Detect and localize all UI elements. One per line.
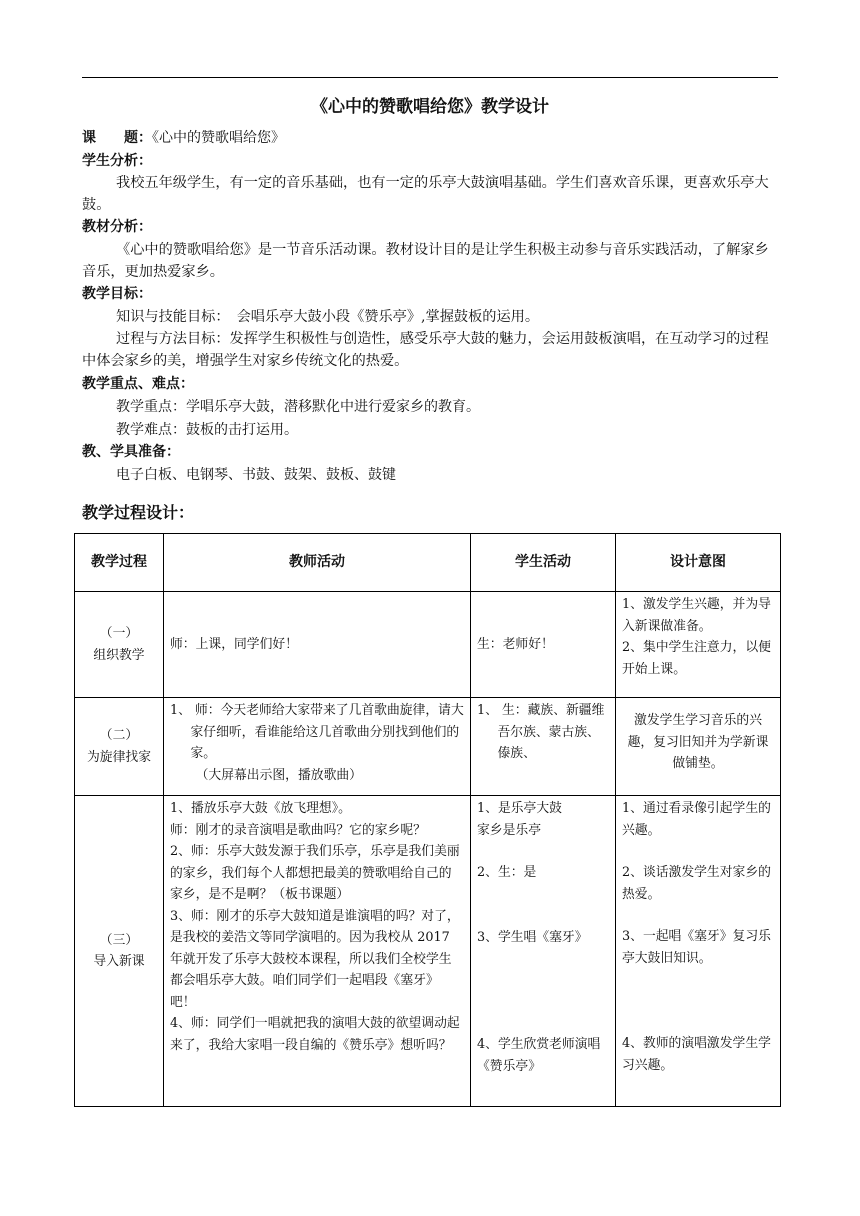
stage-cell bbox=[75, 592, 164, 698]
intent-cell bbox=[616, 796, 781, 1107]
difficult-point-text: 教学难点：鼓板的击打运用。 bbox=[116, 422, 298, 438]
teacher-text: 师：刚才的录音演唱是歌曲吗？它的家乡呢？ bbox=[170, 822, 426, 838]
stage-name: 导入新课 bbox=[93, 954, 145, 969]
header-student: 学生活动 bbox=[471, 534, 616, 592]
teacher-text: 师：上课，同学们好！ bbox=[170, 636, 298, 652]
teacher-cell bbox=[164, 698, 471, 796]
teacher-text: 4、师：同学们一唱就把我的演唱大鼓的欲望调动起来了，我给大家唱一段自编的《赞乐亭》想听吗？ bbox=[170, 1016, 460, 1053]
tools-heading: 教、学具准备： bbox=[82, 444, 180, 460]
table-header-row bbox=[75, 534, 781, 592]
stage-name: 为旋律找家 bbox=[87, 749, 151, 765]
student-text: 3、学生唱《塞牙》 bbox=[477, 929, 588, 945]
header-teacher: 教师活动 bbox=[164, 534, 471, 592]
topic-label: 课 题： bbox=[82, 130, 152, 146]
intent-text: 2、集中学生注意力，以便开始上课。 bbox=[622, 640, 771, 677]
teacher-text: 1、 师：今天老师给大家带来了几首歌曲旋律，请大家仔细听，看谁能给这几首歌曲分别找到他们的家。 bbox=[170, 703, 464, 761]
objective-knowledge: 知识与技能目标： 会唱乐亭大鼓小段《赞乐亭》,掌握鼓板的运用。 bbox=[116, 309, 540, 325]
document-title: 《心中的赞歌唱给您》教学设计 bbox=[311, 97, 549, 117]
student-cell bbox=[471, 592, 616, 698]
stage-cell bbox=[75, 796, 164, 1107]
student-cell bbox=[471, 796, 616, 1107]
header-rule bbox=[82, 77, 778, 78]
student-text: 2、生：是 bbox=[477, 865, 537, 880]
stage-number: （三） bbox=[99, 932, 139, 948]
student-analysis-text: 我校五年级学生，有一定的音乐基础，也有一定的乐亭大鼓演唱基础。学生们喜欢音乐课，更喜欢乐亭大鼓。 bbox=[82, 175, 769, 213]
process-heading: 教学过程设计： bbox=[82, 503, 195, 522]
student-analysis-heading: 学生分析： bbox=[82, 153, 152, 169]
teacher-cell bbox=[164, 592, 471, 698]
intent-text: 3、一起唱《塞牙》复习乐亭大鼓旧知识。 bbox=[622, 929, 771, 966]
student-text: 4、学生欣赏老师演唱《赞乐亭》 bbox=[477, 1037, 601, 1074]
student-cell bbox=[471, 698, 616, 796]
header-intent: 设计意图 bbox=[616, 534, 781, 592]
intent-cell bbox=[616, 698, 781, 796]
teacher-text: （大屏幕出示图，播放歌曲） bbox=[195, 767, 362, 783]
table-row bbox=[75, 796, 781, 1107]
tools-text: 电子白板、电钢琴、书鼓、鼓架、鼓板、鼓键 bbox=[116, 467, 396, 483]
key-points-heading: 教学重点、难点： bbox=[82, 376, 194, 392]
intent-text: 1、通过看录像引起学生的兴趣。 bbox=[622, 801, 771, 838]
objective-process: 过程与方法目标：发挥学生积极性与创造性，感受乐亭大鼓的魅力，会运用鼓板演唱，在互动学习的过程中体会家乡的美，增强学生对家乡传统文化的热爱。 bbox=[82, 331, 769, 369]
intent-text: 激发学生学习音乐的兴趣，复习旧知并为学新课做铺垫。 bbox=[627, 713, 769, 771]
intent-text: 2、谈话激发学生对家乡的热爱。 bbox=[622, 865, 771, 902]
topic-line bbox=[82, 128, 285, 148]
process-table bbox=[74, 533, 781, 1107]
stage-number: （二） bbox=[99, 728, 139, 743]
teacher-text: 2、师：乐亭大鼓发源于我们乐亭，乐亭是我们美丽的家乡，我们每个人都想把最美的赞歌唱给自己的家乡，是不是啊？（板书课题） bbox=[170, 844, 460, 902]
student-text: 1、是乐亭大鼓 bbox=[477, 801, 562, 816]
teacher-text: 3、师：刚才的乐亭大鼓知道是谁演唱的吗？对了，是我校的姜浩文等同学演唱的。因为我校从 2017 年就开发了乐亭大鼓校本课程，所以我们全校学生都会唱乐亭大鼓。咱们同学们一起唱段《塞牙》吧！ bbox=[170, 908, 460, 1010]
student-text: 家乡是乐亭 bbox=[477, 822, 541, 838]
stage-number: （一） bbox=[99, 626, 139, 641]
topic-value: 《心中的赞歌唱给您》 bbox=[152, 130, 285, 146]
material-analysis-text: 《心中的赞歌唱给您》是一节音乐活动课。教材设计目的是让学生积极主动参与音乐实践活动，了解家乡音乐，更加热爱家乡。 bbox=[82, 242, 769, 280]
intent-text: 4、教师的演唱激发学生学习兴趣。 bbox=[622, 1036, 771, 1073]
material-analysis-heading: 教材分析： bbox=[82, 219, 152, 235]
student-text: 生：老师好！ bbox=[477, 636, 554, 652]
teacher-cell bbox=[164, 796, 471, 1107]
intent-cell bbox=[616, 592, 781, 698]
table-row bbox=[75, 592, 781, 698]
stage-name: 组织教学 bbox=[93, 647, 145, 663]
table-row bbox=[75, 698, 781, 796]
header-stage: 教学过程 bbox=[75, 534, 164, 592]
student-text: 1、 生：藏族、新疆维吾尔族、蒙古族、傣族、 bbox=[477, 703, 605, 761]
stage-cell bbox=[75, 698, 164, 796]
teacher-text: 1、播放乐亭大鼓《放飞理想》。 bbox=[170, 801, 351, 816]
key-point-text: 教学重点：学唱乐亭大鼓，潜移默化中进行爱家乡的教育。 bbox=[116, 399, 480, 415]
intent-text: 1、激发学生兴趣，并为导入新课做准备。 bbox=[622, 597, 771, 634]
objectives-heading: 教学目标： bbox=[82, 286, 152, 302]
